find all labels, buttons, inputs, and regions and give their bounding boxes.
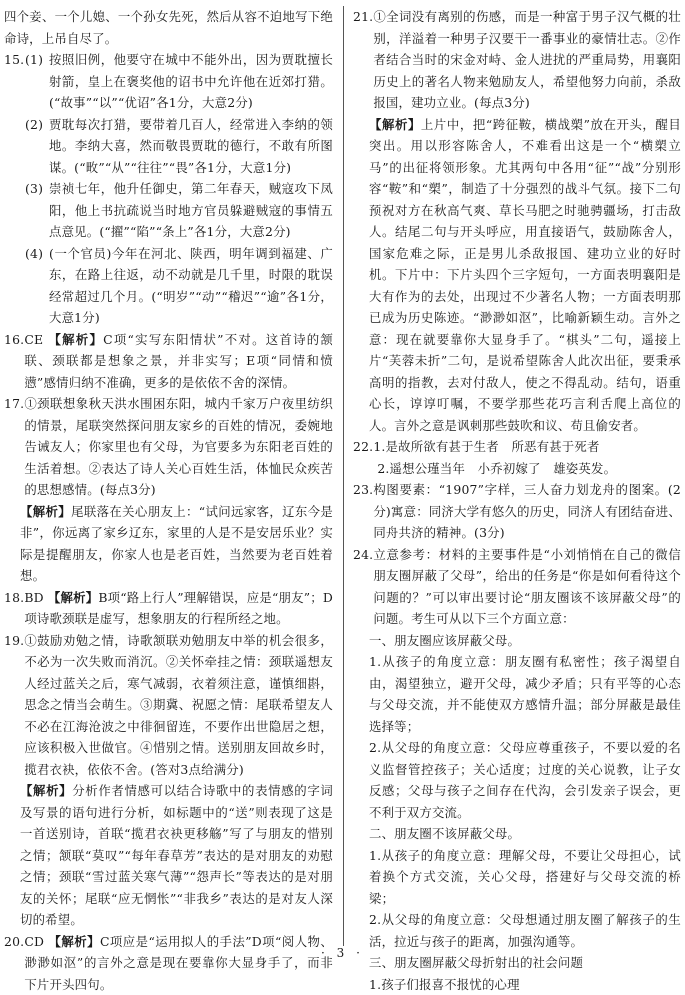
analysis-text: B项“路上行人”理解错误，应是“朋友”；D项诗歌颈联是虚写，想象朋友的行程所经之地。	[24, 590, 333, 627]
q15-part-3: (3) 崇祯七年，他升任御史，第二年春天，贼寇攻下凤阳，他上书抗疏说当时地方官员躲避贼寇的事情五点意见。(“擢”“陷”“条上”各1分，大意2分)	[4, 178, 333, 243]
answer-text: ①全词没有离别的伤感，而是一种富于男子汉气概的壮别，洋溢着一种男子汉要干一番事业的豪情壮志。②作者结合当时的宋金对峙、金人进扰的严重局势，用襄阳历史上的著名人物来勉励友人，希望他努力向前，杀敌报国，建功立业。(每点3分)	[373, 6, 681, 114]
q24-para: 1.从孩子的角度立意：朋友圈有私密性；孩子渴望自由，渴望独立，避开父母，减少矛盾；只有平等的心态与父母交流，并不能使双方感情升温；部分屏蔽是最佳选择等；	[369, 651, 681, 737]
right-column	[353, 6, 681, 995]
q24-para: 2.从父母的角度立意：父母想通过朋友圈了解孩子的生活，拉近与孩子的距离，加强沟通等。	[369, 909, 681, 952]
answer-text: ①颈联想象秋天洪水围困东阳，城内千家万户夜里纺织的情景，尾联突然探问朋友家乡的百姓的情况，委婉地告诫友人；你家里也有父母，为官要多为东阳老百姓的生活着想。②表达了诗人关心百姓生活，体恤民众疾苦的思想感情。(每点3分)	[24, 393, 333, 501]
q24-para: 1.从孩子的角度立意：理解父母，不要让父母担心，试着换个方式交流，关心父母，搭建好与父母交流的桥梁；	[369, 845, 681, 910]
question-18: 18. BD 【解析】B项“路上行人”理解错误，应是“朋友”；D项诗歌颈联是虚写，想象朋友的行程所经之地。	[4, 587, 333, 630]
analysis-label: 【解析】	[48, 590, 98, 605]
question-21: 21. ①全词没有离别的伤感，而是一种富于男子汉气概的壮别，洋溢着一种男子汉要干一番事业的豪情壮志。②作者结合当时的宋金对峙、金人进扰的严重局势，用襄阳历史上的著名人物来勉励友人，希望他努力向前，杀敌报国，建功立业。(每点3分)	[353, 6, 681, 114]
q14-continuation: 四个妾、一个儿媳、一个孙女先死，然后从容不迫地写下绝命诗，上吊自尽了。	[4, 6, 333, 49]
answer-text: ①鼓励劝勉之情，诗歌颔联劝勉朋友中举的机会很多，不必为一次失败而消沉。②关怀牵挂之情：颈联遥想友人经过蓝关之后，寒气减弱，衣着须注意，谨慎细斟，思念之情当会萌生。③期冀、祝愿之情：尾联希望友人不必在江海沧波之中徘徊留连，不要作出世隐居之想，应该积极入世做官。④惜别之情。送别朋友回故乡时，揽君衣袂，依依不舍。(答对3点给满分)	[24, 630, 333, 781]
q24-para: 2.从父母的角度立意：父母应尊重孩子，不要以爱的名义监督管控孩子；关心适度；过度的关心说教，让子女反感；父母与孩子之间存在代沟，会引发亲子误会，更不利于双方交流。	[369, 737, 681, 823]
analysis-label: 【解析】	[20, 783, 72, 798]
question-24: 24. 立意参考：材料的主要事件是“小刘悄悄在自己的微信朋友圈屏蔽了父母”，给出的任务是“你是如何看待这个问题的？”可以审出要讨论“朋友圈该不该屏蔽父母”的问题。考生可从以下三个方面立意：	[353, 544, 681, 630]
answer: CD	[24, 934, 44, 949]
question-20: 20. CD 【解析】C项应是“运用拟人的手法”D项“阅人物、渺渺如沤”的言外之意是现在要靠你大显身手了，而非下片开头四句。	[4, 931, 333, 995]
q24-para: 二、朋友圈不该屏蔽父母。	[369, 823, 681, 845]
q15-part-1: (1) 按照旧例，他要守在城中不能外出，因为贾耽擅长射箭，皇上在褒奖他的诏书中允许他在近郊打猎。(“故事”“以”“优诏”各1分，大意2分)	[4, 49, 333, 114]
answer: CE	[24, 332, 43, 347]
question-19: 19. ①鼓励劝勉之情，诗歌颔联劝勉朋友中举的机会很多，不必为一次失败而消沉。②关怀牵挂之情：颈联遥想友人经过蓝关之后，寒气减弱，衣着须注意，谨慎细斟，思念之情当会萌生。③期冀、祝愿之情：尾联希望友人不必在江海沧波之中徘徊留连，不要作出世隐居之想，应该积极入世做官。④惜别之情。送别朋友回故乡时，揽君衣袂，依依不舍。(答对3点给满分)	[4, 630, 333, 781]
q21-analysis	[353, 114, 681, 437]
question-22: 22. 1.是故所欲有甚于生者 所恶有甚于死者 2.遥想公瑾当年 小乔初嫁了 雄姿英发。	[353, 436, 681, 479]
answer-text: 立意参考：材料的主要事件是“小刘悄悄在自己的微信朋友圈屏蔽了父母”，给出的任务是“你是如何看待这个问题的？”可以审出要讨论“朋友圈该不该屏蔽父母”的问题。考生可从以下三个方面立意：	[373, 544, 681, 630]
q22-line-1: 1.是故所欲有甚于生者 所恶有甚于死者	[373, 436, 681, 458]
analysis-text: 分析作者情感可以结合诗歌中的表情感的字词及写景的语句进行分析，如标题中的“送”则表现了这是一首送别诗，首联“揽君衣袂更移觞”写了与朋友的惜别之情；颔联“莫叹”“每年春草芳”表达的是对朋友的劝慰之情；颈联“雪过蓝关寒气薄”“怨声长”等表达的是对朋友的关怀；尾联“应无惘怅”“非我乡”表达的是对友人深切的希望。	[20, 783, 333, 927]
q17-analysis	[4, 501, 333, 587]
analysis-text: C项“实写东阳情状”不对。这首诗的颔联、颈联都是想象之景，并非实写；E项“同情和愤懑”感情归纳不准确，更多的是依依不舍的深情。	[24, 332, 333, 390]
q24-para: 三、朋友圈屏蔽父母折射出的社会问题	[369, 952, 681, 974]
analysis-label: 【解析】	[49, 934, 100, 949]
left-column	[4, 6, 333, 995]
q24-para: 一、朋友圈应该屏蔽父母。	[369, 630, 681, 652]
analysis-label: 【解析】	[20, 504, 71, 519]
analysis-label: 【解析】	[369, 117, 421, 132]
q22-line-2: 2.遥想公瑾当年 小乔初嫁了 雄姿英发。	[373, 458, 681, 480]
column-divider	[343, 6, 344, 946]
analysis-text: C项应是“运用拟人的手法”D项“阅人物、渺渺如沤”的言外之意是现在要靠你大显身手了，而非下片开头四句。	[24, 934, 333, 992]
question-16: 16. CE 【解析】C项“实写东阳情状”不对。这首诗的颔联、颈联都是想象之景，并非实写；E项“同情和愤懑”感情归纳不准确，更多的是依依不舍的深情。	[4, 329, 333, 394]
question-17: 17. ①颈联想象秋天洪水围困东阳，城内千家万户夜里纺织的情景，尾联突然探问朋友家乡的百姓的情况，委婉地告诫友人；你家里也有父母，为官要多为东阳老百姓的生活着想。②表达了诗人关心百姓生活，体恤民众疾苦的思想感情。(每点3分)	[4, 393, 333, 501]
q15-part-4: (4) (一个官员)今年在河北、陕西，明年调到福建、广东，在路上往返，动不动就是几千里，时限的耽误经常超过几个月。(“明岁”“动”“稽迟”“逾”各1分，大意1分)	[4, 243, 333, 329]
question-number: 15.	[4, 49, 24, 71]
answer-text: 构图要素：“1907”字样，三人奋力划龙舟的图案。(2分)寓意：同济大学有悠久的历史，同济人有团结奋进、同舟共济的精神。(3分)	[373, 479, 681, 544]
analysis-text: 上片中，把“跨征鞍，横战槊”放在开头，醒目突出。用以形容陈舍人，不难看出这是一个“横槊立马”的出征将领形象。尤其两句中各用“征”“战”分别形容“鞍”和“槊”，制造了十分强烈的战斗气氛。接下二句预祝对方在秋高气爽、草长马肥之时驰骋疆场，打击敌人。结尾二句与开头呼应，用直接语气，鼓励陈舍人，国家危难之际，正是男儿杀敌报国、建功立业的好时机。下片中：下片头四个三字短句，一方面表明襄阳是大有作为的去处，出现过不少著名人物；一方面表明那已成为历史陈迹。“渺渺如沤”，比喻新颖生动。言外之意：现在就要靠你大显身手了。“棋头”二句，遥接上片“芙蓉未折”二句，是说希望陈舍人此次出征，要秉承高明的指教，去对付敌人，使之不得乱动。结句，语重心长，谆谆叮嘱，不要学那些花巧言利舌爬上高位的人。言外之意是讽刺那些鼓吹和议、苟且偷安者。	[369, 117, 681, 433]
q15-part-2: (2) 贾耽每次打猎，要带着几百人，经常进入李纳的领地。李纳大喜，然而敬畏贾耽的德行，不敢有所图谋。(“畋”“从”“往往”“畏”各1分，大意1分)	[4, 114, 333, 179]
q19-analysis	[4, 780, 333, 931]
q24-para: 1.孩子们报喜不报忧的心理	[369, 974, 681, 995]
q24-paragraphs	[353, 630, 681, 995]
analysis-label: 【解析】	[48, 332, 103, 347]
page-number: · 3 ·	[0, 946, 685, 960]
answer: BD	[24, 590, 43, 605]
question-23: 23. 构图要素：“1907”字样，三人奋力划龙舟的图案。(2分)寓意：同济大学有悠久的历史，同济人有团结奋进、同舟共济的精神。(3分)	[353, 479, 681, 544]
analysis-text: 尾联落在关心朋友上：“试问远家客，辽东今是非”，你远离了家乡辽东，家里的人是不是安居乐业？实际是提醒朋友，你家人也是老百姓，当然要为老百姓着想。	[20, 504, 333, 584]
